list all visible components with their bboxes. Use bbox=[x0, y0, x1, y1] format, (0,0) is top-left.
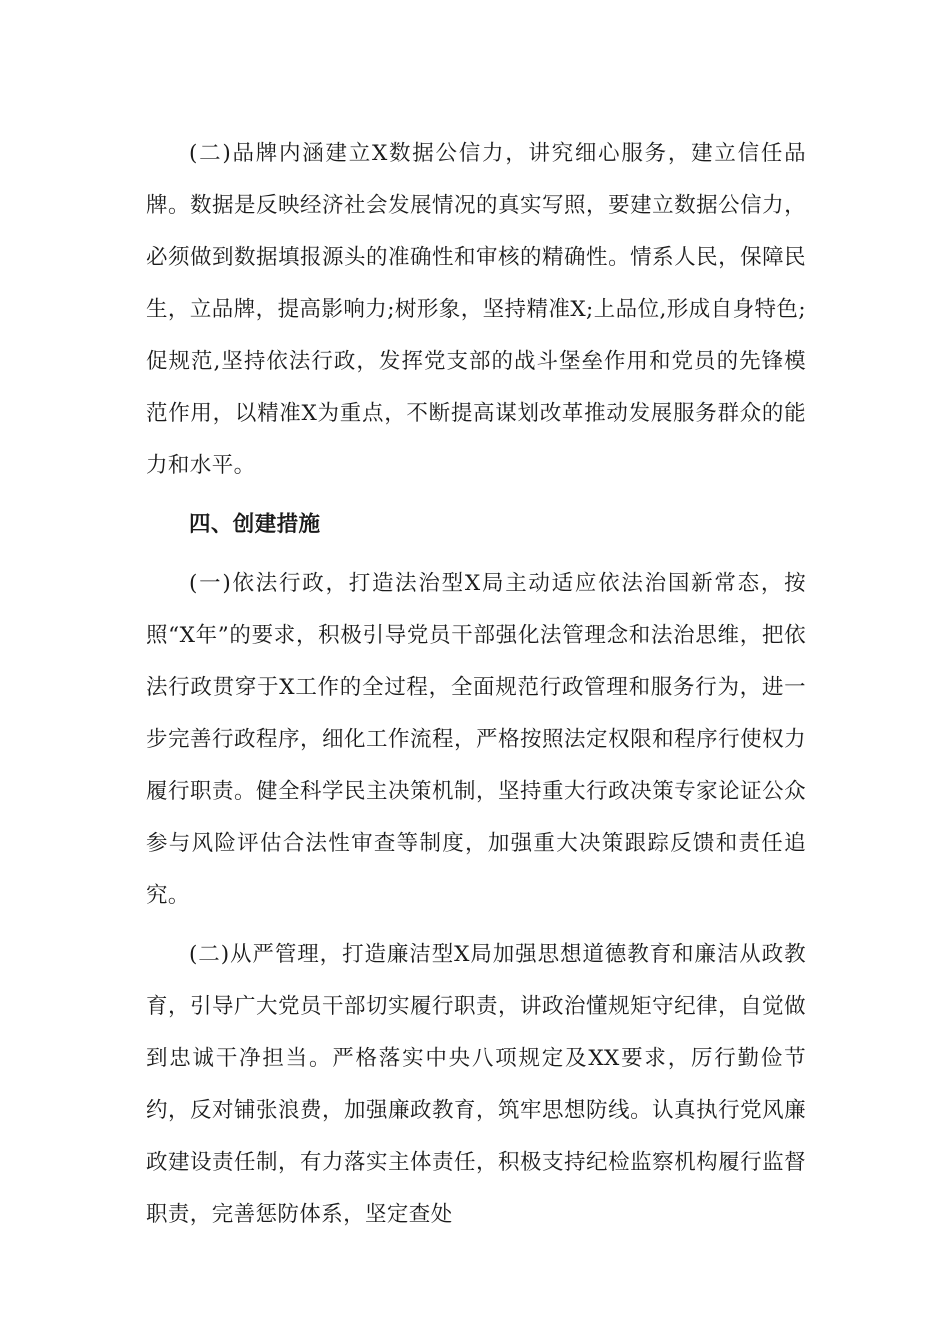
section-heading-measures: 四、创建措施 bbox=[189, 512, 321, 537]
paragraph-brand-connotation: (二)品牌内涵建立X数据公信力，讲究细心服务，建立信任品牌。数据是反映经济社会发展情况的真实写照，要建立数据公信力，必须做到数据填报源头的准确性和审核的精确性。情系人民，保障民生，立品牌，提高影响力;树形象，坚持精准X;上品位,形成自身特色;促规范,坚持依法行政，发挥党支部的战斗堡垒作用和党员的先锋模范作用，以精准X为重点，不断提高谋划改革推动发展服务群众的能力和水平。 bbox=[146, 141, 806, 478]
document-body bbox=[146, 128, 806, 1241]
paragraph-rule-of-law: (一)依法行政，打造法治型X局主动适应依法治国新常态，按照“X年”的要求，积极引导党员干部强化法管理念和法治思维，把依法行政贯穿于X工作的全过程，全面规范行政管理和服务行为，进一步完善行政程序，细化工作流程，严格按照法定权限和程序行使权力履行职责。健全科学民主决策机制，坚持重大行政决策专家论证公众参与风险评估合法性审查等制度，加强重大决策跟踪反馈和责任追究。 bbox=[146, 571, 806, 908]
paragraph-strict-management: (二)从严管理，打造廉洁型X局加强思想道德教育和廉洁从政教育，引导广大党员干部切实履行职责，讲政治懂规矩守纪律，自觉做到忠诚干净担当。严格落实中央八项规定及XX要求，厉行勤俭节约，反对铺张浪费，加强廉政教育，筑牢思想防线。认真执行党风廉政建设责任制，有力落实主体责任，积极支持纪检监察机构履行监督职责，完善惩防体系，坚定查处 bbox=[146, 942, 806, 1227]
